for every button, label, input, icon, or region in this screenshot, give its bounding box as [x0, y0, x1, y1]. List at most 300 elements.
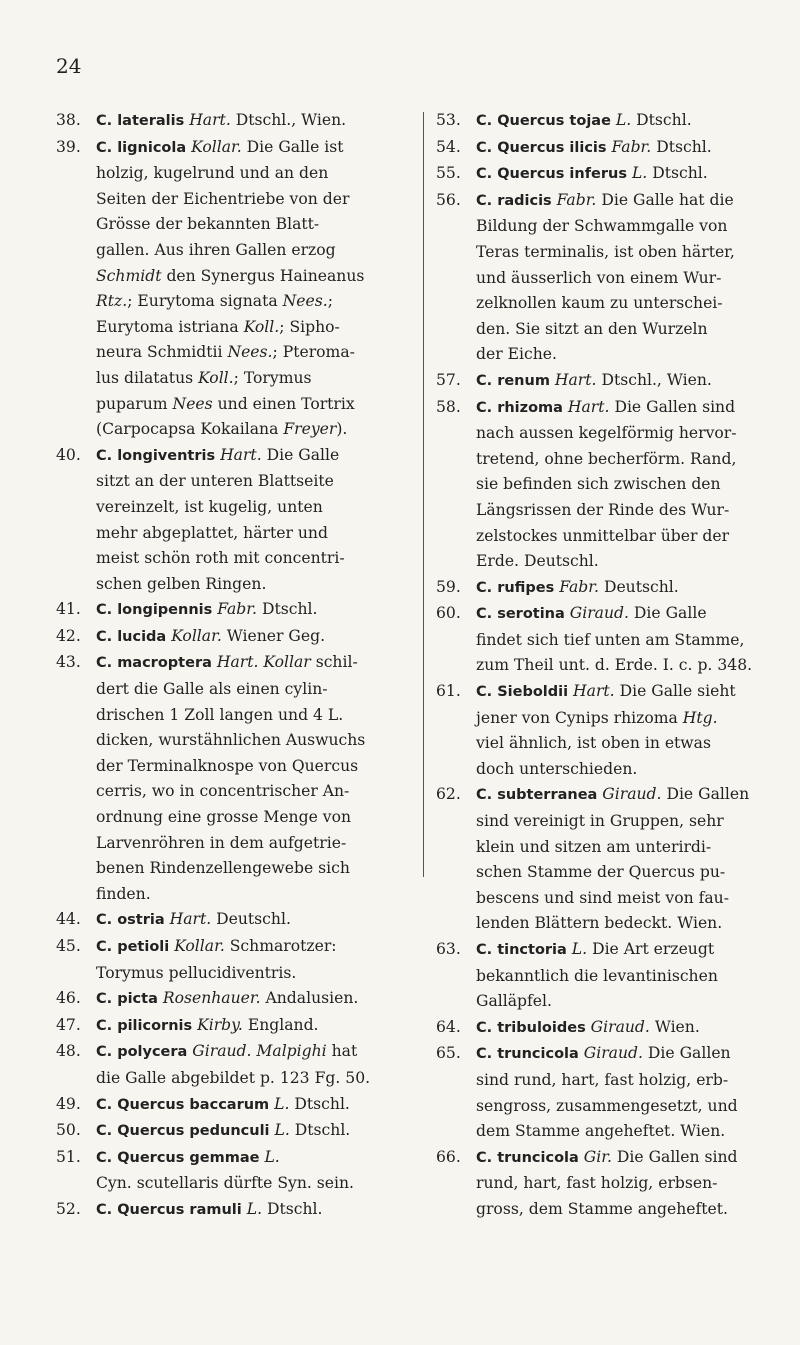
entry-number: 45.: [56, 937, 81, 955]
text-line: [96, 340, 408, 366]
text-line: [96, 624, 408, 651]
author-name: Hart.: [573, 682, 615, 701]
text-run: Teras terminalis, ist oben härter,: [476, 242, 735, 261]
text-run: Die Galle: [628, 604, 707, 623]
entry-number: 41.: [56, 600, 81, 619]
text-run: klein und sitzen am unterirdi-: [476, 837, 712, 856]
entry-number: 64.: [436, 1017, 461, 1036]
species-name: C. longiventris: [96, 447, 216, 464]
text-line: [476, 835, 774, 861]
species-name: lignicola: [117, 139, 187, 156]
text-line: [96, 754, 408, 780]
text-run: drischen 1 Zoll langen und 4 L.: [96, 705, 344, 724]
text-run: Bildung der Schwammgalle von: [476, 217, 728, 236]
text-run: sie befinden sich zwischen den: [476, 475, 721, 494]
entry-number: 62.: [436, 785, 461, 804]
text-run: Schmarotzer:: [224, 937, 337, 955]
text-line: [476, 135, 774, 162]
entry-text: [96, 1013, 408, 1040]
species-name: C. Quercus inferus: [476, 166, 627, 183]
entry-number: 39.: [56, 137, 81, 156]
text-line: [476, 706, 774, 732]
entry: [436, 135, 774, 162]
author-name: L.: [631, 164, 648, 183]
author-name: Giraud. Malpighi: [192, 1042, 327, 1061]
author-name: Kirby.: [197, 1015, 243, 1034]
author-name: L.: [264, 1147, 280, 1166]
text-line: [476, 1197, 774, 1223]
entry-text: [476, 1041, 774, 1144]
text-run: Die Gallen: [661, 785, 750, 804]
entry: [56, 1118, 408, 1145]
text-line: [476, 809, 774, 835]
entry-text: [476, 188, 774, 368]
entry-text: [476, 1145, 774, 1223]
text-run: schen Stamme der Quercus pu-: [476, 863, 726, 882]
text-line: [96, 986, 408, 1013]
text-line: [96, 831, 408, 857]
species-name: C. petioli: [96, 939, 170, 955]
text-run: Grösse der bekannten Blatt-: [96, 215, 320, 234]
entry: [436, 108, 774, 135]
text-run: zelstockes unmittelbar über der: [476, 526, 730, 545]
text-run: jener von Cynips rhizoma: [476, 708, 683, 727]
text-line: [96, 1197, 408, 1224]
entry-number: 59.: [436, 577, 461, 596]
text-line: [96, 805, 408, 831]
text-run: Cyn. scutellaris dürfte Syn. sein.: [96, 1174, 355, 1193]
entry-text: [476, 575, 774, 602]
text-run: Die Art erzeugt: [587, 940, 715, 958]
text-line: [96, 650, 408, 677]
text-run: Wiener Geg.: [221, 626, 326, 645]
entry-number: 55.: [436, 164, 461, 183]
text-run: Dtschl.: [289, 1121, 351, 1140]
text-line: [96, 495, 408, 521]
entry-number: 57.: [436, 370, 461, 389]
entry-text: [96, 108, 408, 135]
species-name: C. Sieboldii: [476, 684, 569, 701]
text-run: Eurytoma istriana: [96, 317, 244, 336]
text-run: gallen. Aus ihren Gallen erzog: [96, 240, 336, 259]
entry: [436, 1041, 774, 1144]
author-name: Koll.: [243, 317, 280, 336]
text-line: [96, 443, 408, 470]
author-name: Giraud.: [583, 1044, 643, 1063]
text-line: [476, 911, 774, 937]
entry-number: 49.: [56, 1094, 81, 1113]
text-run: Die Gallen: [642, 1044, 731, 1063]
text-run: die Galle abgebildet p. 123 Fg. 50.: [96, 1068, 371, 1087]
author-name: Kollar.: [171, 626, 222, 645]
text-line: [476, 782, 774, 809]
author-name: L.: [274, 1094, 290, 1113]
text-run: England.: [242, 1015, 319, 1034]
text-line: [476, 266, 774, 292]
entry-number: 66.: [436, 1147, 461, 1166]
text-line: [476, 472, 774, 498]
author-name: Koll.: [198, 368, 234, 387]
entry-number: 65.: [436, 1044, 461, 1063]
text-run: sind rund, hart, fast holzig, erb-: [476, 1070, 729, 1089]
author-name: Fabr.: [556, 190, 597, 209]
text-line: [96, 677, 408, 703]
text-run: Die Galle sieht: [614, 682, 736, 701]
text-line: [96, 417, 408, 443]
species-name: C. rufipes: [476, 579, 555, 596]
entry: [56, 108, 408, 135]
species-name: lateralis: [117, 113, 185, 129]
entry: [436, 368, 774, 395]
text-run: Dtschl.: [647, 164, 708, 183]
text-line: [476, 964, 774, 990]
entry-number: 48.: [56, 1042, 81, 1061]
author-name: Hart.: [567, 397, 610, 416]
entry: [56, 1092, 408, 1119]
entry-number: 52.: [56, 1199, 81, 1218]
text-run: mehr abgeplattet, härter und: [96, 523, 328, 542]
entry: [56, 135, 408, 443]
text-run: Dtschl.: [651, 137, 712, 156]
text-run: der Eiche.: [476, 345, 557, 364]
text-line: [96, 135, 408, 162]
entry-number: 58.: [436, 397, 461, 416]
species-name: C. truncicola: [476, 1149, 579, 1166]
entry-number: 50.: [56, 1121, 81, 1140]
entry: [56, 597, 408, 624]
text-line: [476, 447, 774, 473]
species-name: C. subterranea: [476, 787, 598, 804]
entry-text: [96, 907, 408, 934]
text-line: [96, 1171, 408, 1197]
text-line: [96, 264, 408, 290]
text-run: finden.: [96, 884, 151, 903]
text-run: Andalusien.: [260, 989, 359, 1008]
species-name: C. picta: [96, 991, 158, 1008]
species-name: C. truncicola: [476, 1046, 579, 1063]
text-line: [476, 653, 774, 679]
text-line: [96, 728, 408, 754]
text-run: meist schön roth mit concentri-: [96, 549, 345, 568]
text-run: neura Schmidtii: [96, 343, 228, 362]
text-line: [96, 856, 408, 882]
entry-number: 38.: [56, 111, 81, 129]
text-run: Deutschl.: [211, 910, 291, 929]
species-name: C. Quercus tojae: [476, 113, 611, 129]
author-name: Fabr.: [611, 137, 652, 156]
text-line: [476, 1094, 774, 1120]
author-name: Rtz.: [96, 292, 128, 311]
entry: [56, 986, 408, 1013]
text-line: [476, 421, 774, 447]
author-name: Kollar.: [191, 137, 242, 156]
entry-number: 63.: [436, 940, 461, 958]
species-name: C. tribuloides: [476, 1019, 586, 1036]
text-line: [476, 498, 774, 524]
entry-text: [476, 135, 774, 162]
entry: [436, 161, 774, 188]
text-run: Dtschl., Wien.: [230, 111, 347, 129]
text-line: [96, 597, 408, 624]
entry: [56, 1039, 408, 1091]
text-line: [476, 291, 774, 317]
entry: [56, 1145, 408, 1197]
species-name: C. tinctoria: [476, 942, 567, 958]
entry: [56, 907, 408, 934]
author-name: Fabr.: [559, 577, 599, 596]
entry-number: 42.: [56, 626, 81, 645]
text-run: ; Sipho-: [279, 317, 340, 336]
text-line: [476, 679, 774, 706]
column-divider: [423, 112, 424, 877]
text-line: [476, 731, 774, 757]
text-line: [96, 779, 408, 805]
entry-text: [96, 135, 408, 443]
text-line: [476, 989, 774, 1015]
author-name: L.: [274, 1121, 290, 1140]
entry-text: [476, 108, 774, 135]
entry: [436, 601, 774, 679]
entry: [56, 624, 408, 651]
text-line: [476, 240, 774, 266]
author-name: L.: [615, 111, 632, 129]
text-run: rund, hart, fast holzig, erbsen-: [476, 1174, 718, 1193]
author-name: Hart.: [169, 910, 212, 929]
text-line: [476, 1068, 774, 1094]
author-name: Rosenhauer.: [162, 989, 261, 1008]
author-name: Kollar.: [174, 937, 225, 955]
entry-text: [476, 782, 774, 937]
text-run: puparum: [96, 394, 173, 413]
text-line: [96, 1092, 408, 1119]
species-name: C.: [96, 113, 118, 129]
species-name: C. polycera: [96, 1044, 188, 1061]
text-line: [476, 575, 774, 602]
text-run: ordnung eine grosse Menge von: [96, 808, 351, 827]
entry-text: [96, 986, 408, 1013]
text-run: (Carpocapsa Kokailana: [96, 420, 284, 439]
author-name: Gir.: [583, 1147, 612, 1166]
author-name: Hart. Kollar: [216, 653, 311, 672]
entry: [56, 650, 408, 907]
text-line: [96, 469, 408, 495]
text-run: Dtschl.: [631, 111, 692, 129]
text-line: [96, 392, 408, 418]
text-line: [96, 1118, 408, 1145]
text-run: viel ähnlich, ist oben in etwas: [476, 734, 711, 753]
text-line: [476, 342, 774, 368]
text-run: Deutschl.: [598, 577, 679, 596]
species-name: C. pilicornis: [96, 1017, 193, 1034]
entry-number: 51.: [56, 1147, 81, 1166]
species-name: C. Quercus ramuli: [96, 1201, 242, 1218]
text-run: Larvenröhren in dem aufgetrie-: [96, 833, 347, 852]
text-run: dicken, wurstähnlichen Auswuchs: [96, 731, 366, 750]
text-run: ;: [327, 292, 333, 311]
text-run: Dtschl., Wien.: [596, 370, 712, 389]
entry-text: [96, 443, 408, 598]
text-run: ; Torymus: [233, 368, 312, 387]
entry-text: [476, 679, 774, 782]
text-line: [96, 934, 408, 961]
entry-text: [96, 1092, 408, 1119]
species-name: C. Quercus baccarum: [96, 1096, 270, 1113]
text-line: [476, 1041, 774, 1068]
text-line: [476, 368, 774, 395]
text-line: [96, 546, 408, 572]
text-line: [476, 1119, 774, 1145]
text-run: Seiten der Eichentriebe von der: [96, 189, 350, 208]
text-run: schil-: [310, 653, 358, 672]
author-name: Nees: [172, 394, 213, 413]
text-run: Die Galle hat die: [596, 190, 734, 209]
text-run: nach aussen kegelförmig hervor-: [476, 424, 737, 443]
text-line: [96, 108, 408, 135]
text-line: [96, 366, 408, 392]
text-line: [96, 289, 408, 315]
entry: [436, 575, 774, 602]
entry: [436, 937, 774, 1015]
entry-number: 54.: [436, 137, 461, 156]
text-run: ; Pteroma-: [272, 343, 355, 362]
text-run: schen gelben Ringen.: [96, 574, 267, 593]
species-name: C. radicis: [476, 192, 552, 209]
entry: [56, 934, 408, 986]
text-line: [96, 315, 408, 341]
species-name: C. Quercus pedunculi: [96, 1123, 270, 1140]
text-run: den Synergus Haineanus: [161, 266, 365, 285]
text-run: und einen Tortrix: [212, 394, 355, 413]
entry-number: 43.: [56, 653, 81, 672]
text-line: [476, 601, 774, 628]
text-run: sind vereinigt in Gruppen, sehr: [476, 812, 724, 831]
text-run: bekanntlich die levantinischen: [476, 966, 718, 985]
text-run: findet sich tief unten am Stamme,: [476, 630, 745, 649]
text-line: [476, 1171, 774, 1197]
text-line: [96, 1145, 408, 1172]
text-run: benen Rindenzellengewebe sich: [96, 859, 350, 878]
text-run: dem Stamme angeheftet. Wien.: [476, 1122, 726, 1141]
entry-text: [476, 161, 774, 188]
text-line: [476, 395, 774, 422]
author-name: L.: [571, 940, 588, 958]
text-line: [476, 161, 774, 188]
author-name: Hart.: [189, 111, 231, 129]
species-name: C. renum: [476, 372, 550, 389]
text-run: gross, dem Stamme angeheftet.: [476, 1199, 729, 1218]
text-line: [96, 572, 408, 598]
text-line: [96, 961, 408, 987]
entry-number: 56.: [436, 190, 461, 209]
species-name: C.: [96, 139, 118, 156]
entry-number: 46.: [56, 989, 81, 1008]
left-column: [56, 108, 408, 1224]
entry: [436, 188, 774, 368]
text-run: ; Eurytoma signata: [127, 292, 283, 311]
text-run: Die Galle ist: [241, 137, 344, 156]
entry-text: [476, 395, 774, 575]
entry-number: 53.: [436, 111, 461, 129]
author-name: Nees.: [227, 343, 273, 362]
entry-text: [96, 1145, 408, 1197]
entry-number: 44.: [56, 910, 81, 929]
entry-text: [96, 650, 408, 907]
text-run: tretend, ohne becherförm. Rand,: [476, 449, 737, 468]
text-line: [96, 161, 408, 187]
text-line: [476, 108, 774, 135]
species-name: C. longipennis: [96, 602, 213, 619]
text-line: [96, 1039, 408, 1066]
species-name: C. Quercus ilicis: [476, 139, 607, 156]
species-name: C. serotina: [476, 606, 565, 623]
text-run: Dtschl.: [262, 1199, 323, 1218]
text-line: [96, 238, 408, 264]
author-name: Giraud.: [590, 1017, 650, 1036]
entry: [436, 395, 774, 575]
text-run: sitzt an der unteren Blattseite: [96, 472, 334, 491]
author-name: Htg.: [682, 708, 718, 727]
species-name: C. macroptera: [96, 655, 212, 672]
text-run: Torymus pellucidiventris.: [96, 963, 297, 982]
text-line: [476, 214, 774, 240]
author-name: Fabr.: [217, 600, 257, 619]
entry-text: [96, 597, 408, 624]
text-run: Dtschl.: [289, 1094, 350, 1113]
right-column: [436, 108, 774, 1223]
species-name: C. Quercus gemmae: [96, 1149, 260, 1166]
entry-text: [476, 937, 774, 1015]
text-run: Wien.: [649, 1017, 700, 1036]
entry: [56, 1013, 408, 1040]
author-name: Freyer: [283, 420, 337, 439]
entry-number: 47.: [56, 1015, 81, 1034]
species-name: C. lucida: [96, 628, 167, 645]
text-line: [476, 1015, 774, 1042]
entry-text: [96, 1197, 408, 1224]
entry-number: 40.: [56, 445, 81, 464]
text-run: Die Gallen sind: [611, 1147, 738, 1166]
text-line: [476, 1145, 774, 1172]
text-line: [96, 1013, 408, 1040]
text-line: [476, 757, 774, 783]
text-run: Galläpfel.: [476, 992, 552, 1011]
text-line: [476, 188, 774, 215]
text-run: Erde. Deutschl.: [476, 552, 599, 571]
text-run: bescens und sind meist von fau-: [476, 888, 729, 907]
text-run: lenden Blättern bedeckt. Wien.: [476, 914, 723, 933]
author-name: L.: [246, 1199, 263, 1218]
text-run: zum Theil unt. d. Erde. I. c. p. 348.: [476, 656, 753, 675]
text-run: Die Gallen sind: [609, 397, 736, 416]
text-line: [476, 937, 774, 964]
text-run: vereinzelt, ist kugelig, unten: [96, 497, 323, 516]
entry: [436, 1145, 774, 1223]
author-name: Schmidt: [96, 266, 162, 285]
text-line: [96, 1066, 408, 1092]
entry: [436, 679, 774, 782]
entry: [436, 782, 774, 937]
author-name: Nees.: [282, 292, 328, 311]
text-run: zelknollen kaum zu unterschei-: [476, 294, 723, 313]
entry-number: 61.: [436, 682, 461, 701]
text-run: hat: [326, 1042, 358, 1061]
species-name: C. rhizoma: [476, 399, 563, 416]
text-run: cerris, wo in concentrischer An-: [96, 782, 350, 801]
entry-text: [96, 624, 408, 651]
text-line: [96, 187, 408, 213]
entry-text: [476, 601, 774, 679]
entry: [56, 1197, 408, 1224]
